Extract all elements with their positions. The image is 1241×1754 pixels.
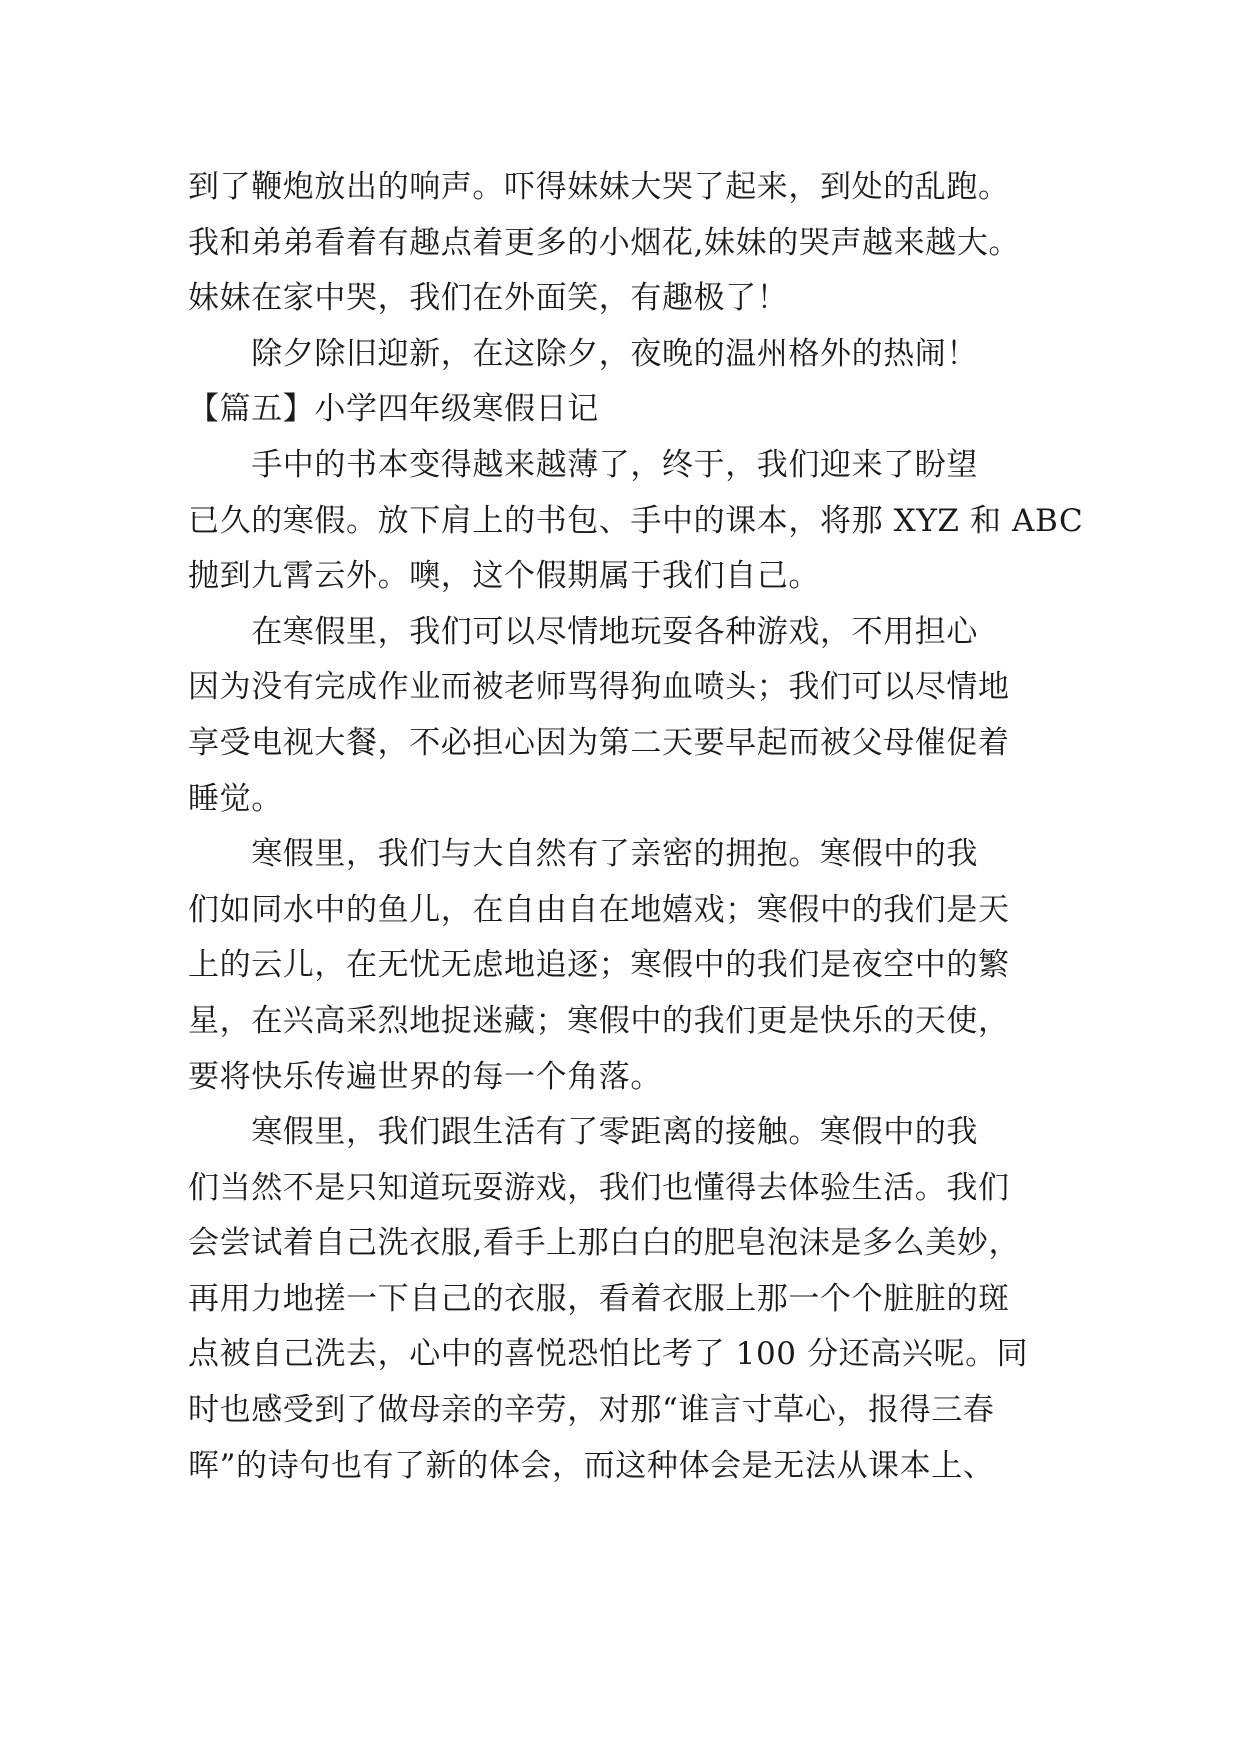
text-line: 抛到九霄云外。噢，这个假期属于我们自己。 [188, 558, 820, 595]
text-line: 到了鞭炮放出的响声。吓得妹妹大哭了起来，到处的乱跑。 [188, 169, 1010, 205]
text-line: 已久的寒假。放下肩上的书包、手中的课本，将那 XYZ 和 ABC [188, 502, 1084, 539]
text-line: 们当然不是只知道玩耍游戏，我们也懂得去体验生活。我们 [188, 1169, 1010, 1206]
text-line: 再用力地搓一下自己的衣服，看着衣服上那一个个脏脏的斑 [188, 1280, 1010, 1317]
text-line: 寒假里，我们跟生活有了零距离的接触。寒假中的我 [188, 1114, 978, 1151]
text-line: 星，在兴高采烈地捉迷藏；寒假中的我们更是快乐的天使， [188, 1002, 1010, 1039]
text-line: 们如同水中的鱼儿，在自由自在地嬉戏；寒假中的我们是天 [188, 891, 1010, 928]
text-line: 会尝试着自己洗衣服,看手上那白白的肥皂泡沫是多么美妙， [188, 1225, 1021, 1262]
text-line: 要将快乐传遍世界的每一个角落。 [188, 1058, 662, 1095]
text-line: 妹妹在家中哭，我们在外面笑，有趣极了！ [188, 280, 789, 317]
text-line: 在寒假里，我们可以尽情地玩耍各种游戏，不用担心 [188, 613, 978, 650]
text-line: 除夕除旧迎新，在这除夕，夜晚的温州格外的热闹！ [188, 335, 978, 372]
text-line: 点被自己洗去，心中的喜悦恐怕比考了 100 分还高兴呢。同 [188, 1336, 1029, 1373]
text-line: 我和弟弟看着有趣点着更多的小烟花,妹妹的哭声越来越大。 [188, 224, 1021, 261]
text-line: 享受电视大餐，不必担心因为第二天要早起而被父母催促着 [188, 724, 1010, 761]
text-line: 晖”的诗句也有了新的体会，而这种体会是无法从课本上、 [188, 1447, 995, 1484]
text-line: 睡觉。 [188, 780, 283, 817]
text-line: 寒假里，我们与大自然有了亲密的拥抱。寒假中的我 [188, 836, 978, 873]
document-body [188, 160, 1084, 1494]
text-line: 上的云儿，在无忧无虑地追逐；寒假中的我们是夜空中的繁 [188, 947, 1010, 984]
section-heading: 【篇五】小学四年级寒假日记 [188, 391, 599, 428]
text-line: 手中的书本变得越来越薄了，终于，我们迎来了盼望 [188, 446, 978, 483]
text-line: 因为没有完成作业而被老师骂得狗血喷头；我们可以尽情地 [188, 669, 1010, 706]
text-line: 时也感受到了做母亲的辛劳，对那“谁言寸草心，报得三春 [188, 1392, 995, 1429]
